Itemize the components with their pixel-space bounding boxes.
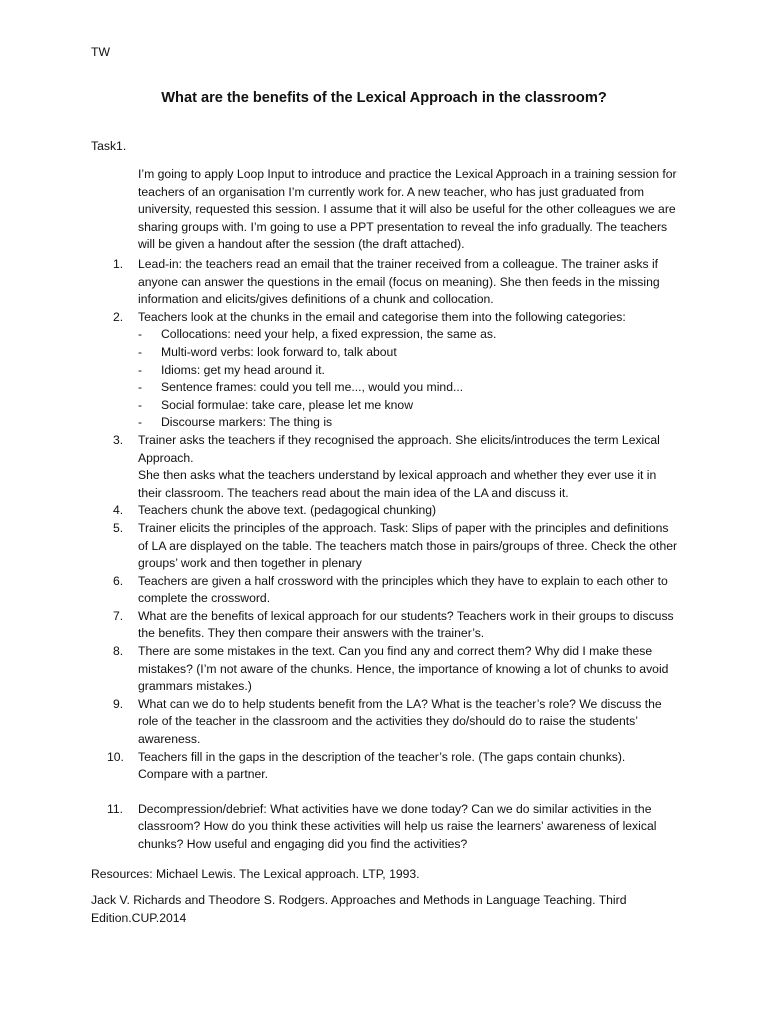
category-text: Sentence frames: could you tell me..., would you mind... (161, 380, 464, 395)
step-item (91, 573, 678, 608)
step-text: Teachers look at the chunks in the email and categorise them into the following categories: (138, 309, 626, 324)
step-text: Trainer asks the teachers if they recognised the approach. She elicits/introduces the term Lexical Approach. (138, 432, 660, 465)
step-item (91, 608, 678, 643)
category-text: Multi-word verbs: look forward to, talk about (161, 344, 397, 359)
step-number: 9. (113, 696, 124, 711)
category-item (138, 379, 678, 397)
step-text: There are some mistakes in the text. Can you find any and correct them? Why did I make these mistakes? (I’m not aware of the chunks. Hence, the importance of knowing a lot of chunks to avoid grammars mistakes.) (138, 644, 669, 694)
step-text: Trainer elicits the principles of the approach. Task: Slips of paper with the principles and definitions of LA are displayed on the table. The teachers match those in pairs/groups of three. Check the other groups’ work and then together in plenary (138, 520, 678, 571)
step-number: 6. (113, 573, 124, 588)
step-text: Teachers are given a half crossword with the principles which they have to explain to each other to complete the crossword. (138, 573, 668, 606)
list-dash: - (138, 415, 143, 430)
category-text: Collocations: need your help, a fixed expression, the same as. (161, 327, 497, 342)
step-item (91, 309, 678, 432)
step-item (91, 696, 678, 749)
steps-list (91, 256, 678, 854)
step-text: Lead-in: the teachers read an email that the trainer received from a colleague. The trainer asks if anyone can answer the questions in the email (focus on meaning). She then feeds in the missing information and elicits/gives definitions of a chunk and collocation. (138, 257, 660, 307)
author-initials: TW (91, 45, 110, 59)
list-dash: - (138, 344, 143, 359)
step-number: 3. (113, 432, 124, 447)
category-item (138, 344, 678, 362)
list-dash: - (138, 327, 143, 342)
category-text: Discourse markers: The thing is (161, 415, 333, 430)
category-item (138, 397, 678, 415)
document-title: What are the benefits of the Lexical Approach in the classroom? (161, 90, 607, 106)
step-item (91, 256, 678, 309)
step-item (91, 643, 678, 696)
intro-paragraph: I’m going to apply Loop Input to introduce and practice the Lexical Approach in a training session for teachers of an organisation I’m currently work for. A new teacher, who has just graduated from university, requested this session. I assume that it will also be useful for the other colleagues we are sharing groups with. I’m going to use a PPT presentation to reveal the info gradually. The teachers will be given a handout after the session (the draft attached). (138, 167, 677, 252)
step-item (91, 432, 678, 502)
step-number: 7. (113, 608, 124, 623)
step-number: 10. (107, 749, 124, 764)
step-item (91, 520, 678, 573)
step-number: 11. (107, 801, 124, 816)
list-dash: - (138, 380, 143, 395)
task-label: Task1. (91, 139, 127, 153)
step-item (91, 749, 678, 784)
step-number: 8. (113, 644, 124, 659)
step-extra-text: She then asks what the teachers understand by lexical approach and whether they ever use it in their classroom. The teachers read about the main idea of the LA and discuss it. (138, 468, 657, 500)
category-item (138, 414, 678, 432)
step-item (91, 502, 678, 520)
step-text: Teachers fill in the gaps in the description of the teacher’s role. (The gaps contain chunks). Compare with a partner. (138, 749, 626, 782)
reference-citation: Jack V. Richards and Theodore S. Rodgers. Approaches and Methods in Language Teaching. Third Edition.CUP.2014 (91, 893, 627, 925)
category-item (138, 362, 678, 380)
step-number: 5. (113, 520, 124, 535)
step-text: Teachers chunk the above text. (pedagogical chunking) (138, 503, 437, 518)
list-dash: - (138, 362, 143, 377)
category-text: Social formulae: take care, please let me know (161, 397, 413, 412)
step-item (91, 801, 678, 854)
step-text: What can we do to help students benefit from the LA? What is the teacher’s role? We discuss the role of the teacher in the classroom and the activities they do/should do to raise the students’ awareness. (138, 696, 662, 747)
step-number: 2. (113, 309, 124, 324)
category-text: Idioms: get my head around it. (161, 362, 325, 377)
category-item (138, 326, 678, 344)
step-text: What are the benefits of lexical approach for our students? Teachers work in their groups to discuss the benefits. They then compare their answers with the trainer’s. (138, 608, 674, 641)
step-number: 4. (113, 503, 124, 518)
step-text: Decompression/debrief: What activities have we done today? Can we do similar activities in the classroom? How do you think these activities will help us raise the learners’ awareness of lexical chunks? How useful and engaging did you find the activities? (138, 801, 657, 851)
resources-citation: Resources: Michael Lewis. The Lexical approach. LTP, 1993. (91, 867, 420, 881)
category-list (138, 326, 678, 432)
list-dash: - (138, 397, 143, 412)
step-number: 1. (113, 257, 124, 271)
